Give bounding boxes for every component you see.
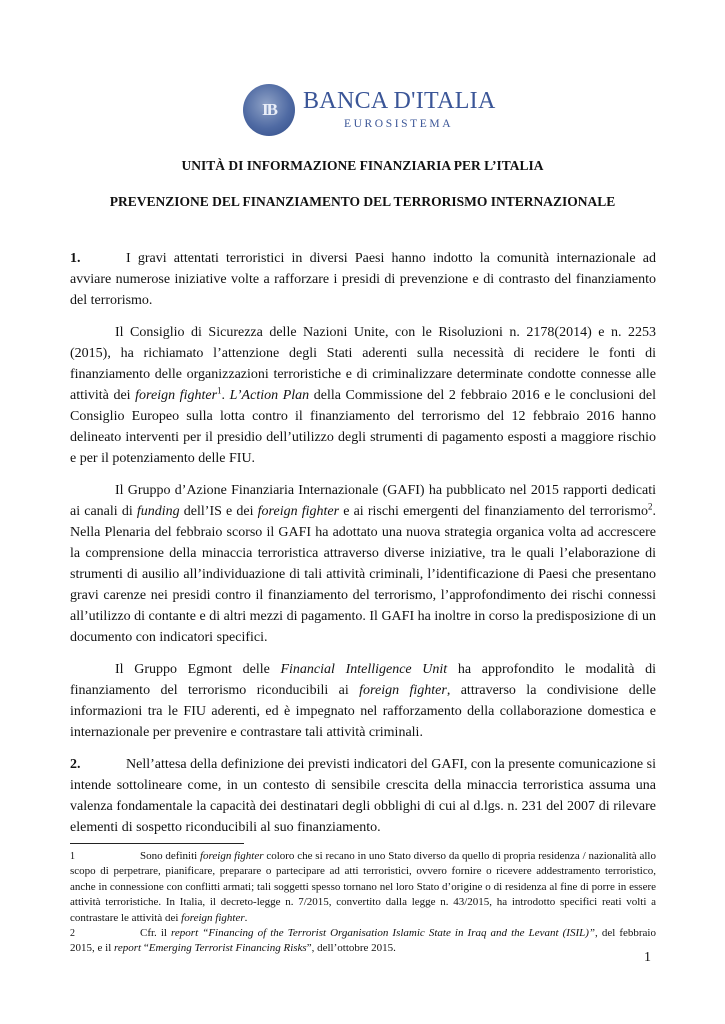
text-run: della Commissione del 2 febbraio 2016 e le conclusioni del Consiglio Europeo sulla lotta contro il finanziamento del terrorismo del 12 febbraio 2016 hanno delineato interventi per il presidio dell’utilizzo degli strumenti di pagamento esposti a maggiore rischio e per il potenziamento delle FIU. [70,388,656,466]
text-run: dell’IS e dei [179,504,258,519]
italic-run: foreign fighter [257,504,340,519]
text-run: ha approfondito le modalità di finanziamento del terrorismo riconducibili ai [70,662,656,698]
paragraph-text: Nell’attesa della definizione dei previsti indicatori del GAFI, con la presente comunicazione si intende sottolineare come, in un contesto di sensibile crescita della minaccia terroristica assuma una valenza fondamentale la capacità dei destinatari degli obblighi di cui al d.lgs. n. 231 del 2007 di rilevare elementi di sospetto riconducibili al suo finanziamento. [70,757,656,835]
text-run: Il Consiglio di Sicurezza delle Nazioni Unite, con le Risoluzioni n. 2178(2014) e n. 2253 (2015), ha richiamato l’attenzione degli Stati aderenti sulla necessità di recidere le fonti di finanziamento delle organizzazioni terroristiche e di criminalizzare determinate condotte connesse alle attività dei [70,325,656,403]
footnotes [70,849,656,957]
paragraph-number: 2. [70,757,81,772]
text-run: , attraverso la condivisione delle informazioni tra le FIU aderenti, ed è impegnato nel rafforzamento della collaborazione domestica e internazionale per prevenire e contrastare tali attività criminali. [70,683,656,740]
text-run: . [244,911,248,924]
bank-seal-icon: IB [243,84,295,136]
italic-run: L’Action Plan [229,388,310,403]
heading-prevention: PREVENZIONE DEL FINANZIAMENTO DEL TERRORISMO INTERNAZIONALE [109,194,616,209]
text-run: Il Gruppo d’Azione Finanziaria Internazionale (GAFI) ha pubblicato nel 2015 rapporti dedicati ai canali di [70,483,656,519]
italic-run: Emerging Terrorist Financing Risks [148,942,307,955]
logo-title: BANCA D'ITALIA [303,88,496,114]
footnote-mark: 1 [70,851,75,862]
text-run: . [221,388,230,403]
italic-run: funding [136,504,180,519]
footnote-mark: 2 [70,928,75,940]
text-run: Sono definiti [140,850,200,862]
page-number: 1 [644,950,651,965]
italic-run: Financial Intelligence Unit [280,662,448,677]
footnote-ref[interactable]: 1 [217,385,222,396]
italic-run: foreign fighter [181,911,245,924]
paragraph-3 [70,480,656,648]
footnote-2 [70,926,656,957]
paragraph-text: I gravi attentati terroristici in diversi Paesi hanno indotto la comunità internazionale ad avviare numerose iniziative volte a rafforzare i presidi di prevenzione e di contrasto del finanziamento del terrorismo. [70,251,656,308]
italic-run: foreign fighter [200,850,264,862]
footnote-ref[interactable]: 2 [647,501,653,512]
body-text [70,248,656,838]
logo-subtitle: EUROSISTEMA [344,118,454,130]
heading-uif: UNITÀ DI INFORMAZIONE FINANZIARIA PER L’ITALIA [181,158,544,173]
italic-run: foreign fighter [135,388,218,403]
paragraph-1 [70,248,656,311]
footnote-1 [70,849,656,926]
text-run: ”, dell’ottobre 2015. [306,942,396,955]
italic-run: foreign fighter [359,683,447,698]
text-run: Il Gruppo Egmont delle [115,662,281,677]
text-run: Cfr. il [140,927,172,940]
italic-run: report [114,942,142,955]
italic-run: report “Financing of the Terrorist Organisation Islamic State in Iraq and the Levant (ISIL)” [171,927,596,940]
paragraph-2 [70,322,656,469]
text-run: e ai rischi emergenti del finanziamento del terrorismo [339,504,648,519]
text-run: , del febbraio 2015, e il [70,927,656,955]
paragraph-number: 1. [70,251,81,266]
paragraph-5 [70,754,656,838]
text-run: coloro che si recano in uno Stato diverso da quello di propria residenza / nazionalità allo scopo di perpetrare, pianificare, preparare o partecipare ad atti terroristici, ovvero fornire o ricevere addestramento terroristico, anche in connessione con conflitti armati; tali soggetti spesso tornano nel loro Stato d’origine o di residenza al fine di porre in essere attività terroristiche. In Italia, il decreto-legge n. 7/2015, convertito dalla legge n. 43/2015, ha introdotto specifici reati volti a contrastare le attività dei [70,850,656,924]
footnote-separator [70,843,244,844]
text-run: . Nella Plenaria del febbraio scorso il GAFI ha adottato una nuova strategia organica volta ad accrescere la comprensione della minaccia terroristica attraverso diverse iniziative, tra le quali l’elaborazione di strumenti di ausilio all’individuazione di tali attività criminali, l’identificazione di Paesi che presentano gravi carenze nei presidi contro il finanziamento del terrorismo, l’approfondimento dei rischi connessi all’utilizzo di contante e di altri mezzi di pagamento. Il GAFI ha inoltre in corso la predisposizione di un documento con indicatori specifici. [70,504,656,645]
banca-italia-logo [243,82,496,138]
paragraph-4 [70,659,656,743]
text-run: “ [141,942,149,955]
